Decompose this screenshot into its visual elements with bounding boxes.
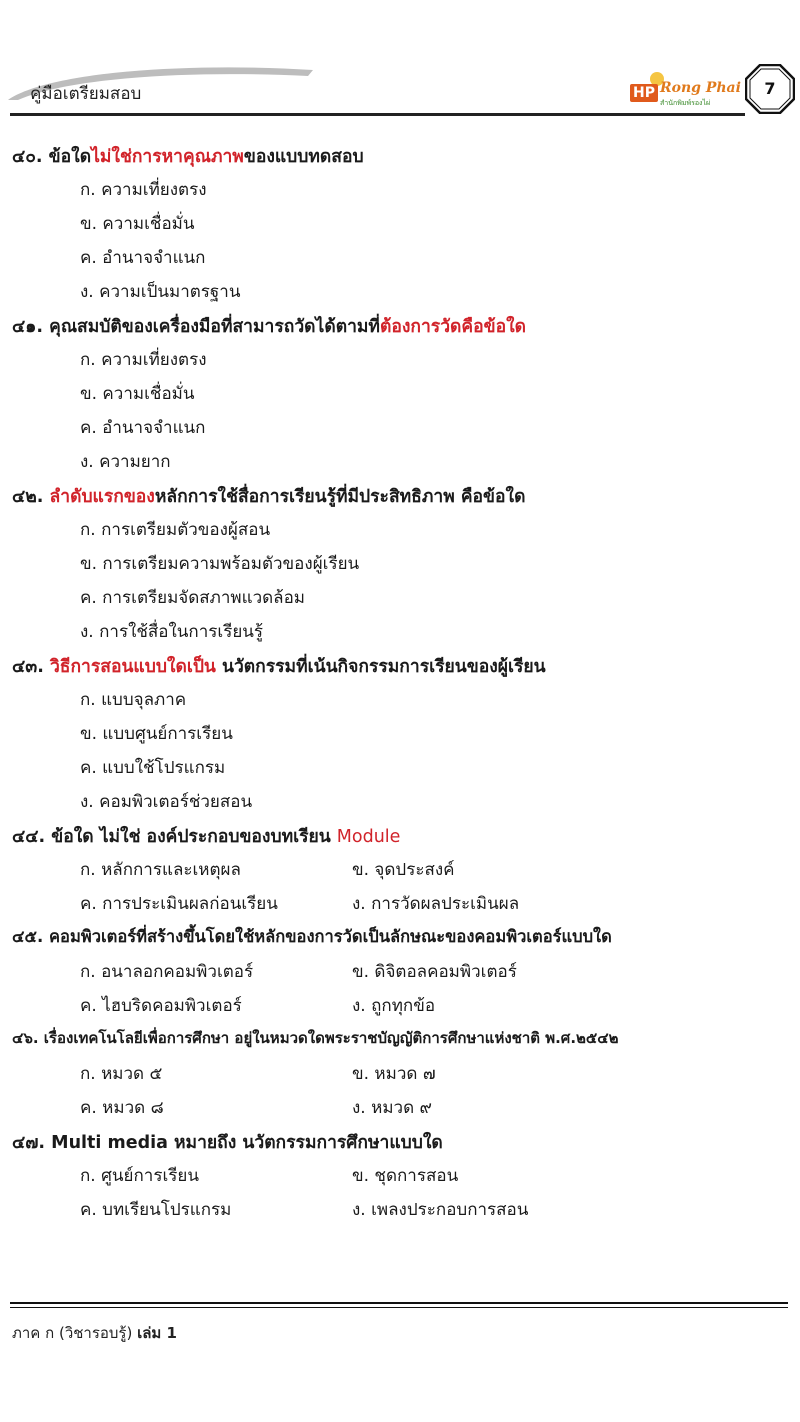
option: ก. ความเที่ยงตรง: [80, 180, 207, 200]
question-text: คอมพิวเตอร์ที่สร้างขึ้นโดยใช้หลักของการวัดเป็นลักษณะของคอมพิวเตอร์แบบใด: [43, 927, 612, 946]
option: ก. แบบจุลภาค: [80, 690, 187, 710]
question-42: [12, 482, 525, 510]
option: ก. อนาลอกคอมพิวเตอร์: [80, 962, 254, 982]
option: ค. หมวด ๘: [80, 1098, 164, 1118]
question-number: ๔๑.: [12, 317, 44, 337]
question-highlight: ลำดับแรกของ: [49, 487, 155, 507]
question-highlight: วิธีการสอนแบบใดเป็น: [49, 657, 216, 677]
option: ง. ความยาก: [80, 452, 171, 472]
question-highlight: ต้องการวัดคือข้อใด: [379, 317, 527, 337]
footer-rule-thin: [10, 1307, 788, 1308]
question-text: Multi media หมายถึง นวัตกรรมการศึกษาแบบใด: [45, 1133, 443, 1153]
question-text: นวัตกรรมที่เน้นกิจกรรมการเรียนของผู้เรียน: [215, 657, 546, 677]
question-highlight: Module: [336, 827, 401, 847]
option: ก. หลักการและเหตุผล: [80, 860, 241, 880]
option: ง. การใช้สื่อในการเรียนรู้: [80, 622, 264, 642]
header-title: คู่มือเตรียมสอบ: [30, 84, 142, 104]
question-45: [12, 924, 612, 950]
question-44: [12, 822, 400, 850]
footer-rule: [10, 1302, 788, 1304]
option: ค. อำนาจจำแนก: [80, 248, 206, 268]
question-41: [12, 312, 526, 340]
question-text: ข้อใด ไม่ใช่ องค์ประกอบของบทเรียน: [45, 827, 337, 847]
question-text: เรื่องเทคโนโลยีเพื่อการศึกษา อยู่ในหมวดใดพระราชบัญญัติการศึกษาแห่งชาติ พ.ศ.๒๕๔๒: [38, 1029, 619, 1047]
question-number: ๔๔.: [12, 827, 46, 847]
question-number: ๔๕.: [12, 927, 44, 946]
question-highlight: ไม่ใช่การหาคุณภาพ: [91, 147, 244, 167]
question-47: [12, 1128, 443, 1156]
option: ก. หมวด ๕: [80, 1064, 163, 1084]
option: ค. บทเรียนโปรแกรม: [80, 1200, 232, 1220]
question-40: [12, 142, 364, 170]
question-number: ๔๒.: [12, 487, 44, 507]
question-number: ๔๗.: [12, 1133, 46, 1153]
page-number: 7: [764, 79, 776, 98]
option: ง. ความเป็นมาตรฐาน: [80, 282, 241, 302]
question-text: ของแบบทดสอบ: [243, 147, 364, 167]
option: ก. การเตรียมตัวของผู้สอน: [80, 520, 271, 540]
option: ข. ชุดการสอน: [352, 1166, 459, 1186]
question-text: คุณสมบัติของเครื่องมือที่สามารถวัดได้ตามที่: [43, 317, 380, 337]
option: ง. การวัดผลประเมินผล: [352, 894, 520, 914]
question-43: [12, 652, 546, 680]
option: ข. หมวด ๗: [352, 1064, 436, 1084]
option: ข. ดิจิตอลคอมพิวเตอร์: [352, 962, 517, 982]
option: ค. แบบใช้โปรแกรม: [80, 758, 226, 778]
option: ง. คอมพิวเตอร์ช่วยสอน: [80, 792, 253, 812]
option: ง. ถูกทุกข้อ: [352, 996, 436, 1016]
option: ก. ความเที่ยงตรง: [80, 350, 207, 370]
option: ค. ไฮบริดคอมพิวเตอร์: [80, 996, 242, 1016]
question-46: [12, 1026, 619, 1050]
option: ค. การเตรียมจัดสภาพแวดล้อม: [80, 588, 306, 608]
question-number: ๔๓.: [12, 657, 44, 677]
footer-text: ภาค ก (วิชารอบรู้): [12, 1324, 138, 1342]
option: ข. แบบศูนย์การเรียน: [80, 724, 233, 744]
logo-mark: HP: [630, 84, 658, 102]
question-text: ข้อใด: [42, 147, 92, 167]
option: ข. ความเชื่อมั่น: [80, 384, 195, 404]
page-header: [0, 0, 800, 130]
logo-name: Rong Phai: [660, 80, 741, 96]
question-number: ๔๖.: [12, 1029, 39, 1047]
question-number: ๔๐.: [12, 147, 43, 167]
publisher-logo: [630, 76, 750, 110]
option: ค. อำนาจจำแนก: [80, 418, 206, 438]
page-footer: [12, 1321, 177, 1345]
option: ข. ความเชื่อมั่น: [80, 214, 195, 234]
footer-volume: เล่ม 1: [137, 1324, 177, 1342]
header-rule: [10, 113, 745, 116]
option: ก. ศูนย์การเรียน: [80, 1166, 199, 1186]
option: ค. การประเมินผลก่อนเรียน: [80, 894, 278, 914]
option: ข. การเตรียมความพร้อมตัวของผู้เรียน: [80, 554, 360, 574]
option: ข. จุดประสงค์: [352, 860, 455, 880]
logo-subtitle: สำนักพิมพ์รองไผ่: [660, 99, 711, 107]
option: ง. เพลงประกอบการสอน: [352, 1200, 529, 1220]
question-text: หลักการใช้สื่อการเรียนรู้ที่มีประสิทธิภาพ คือข้อใด: [154, 487, 526, 507]
option: ง. หมวด ๙: [352, 1098, 432, 1118]
